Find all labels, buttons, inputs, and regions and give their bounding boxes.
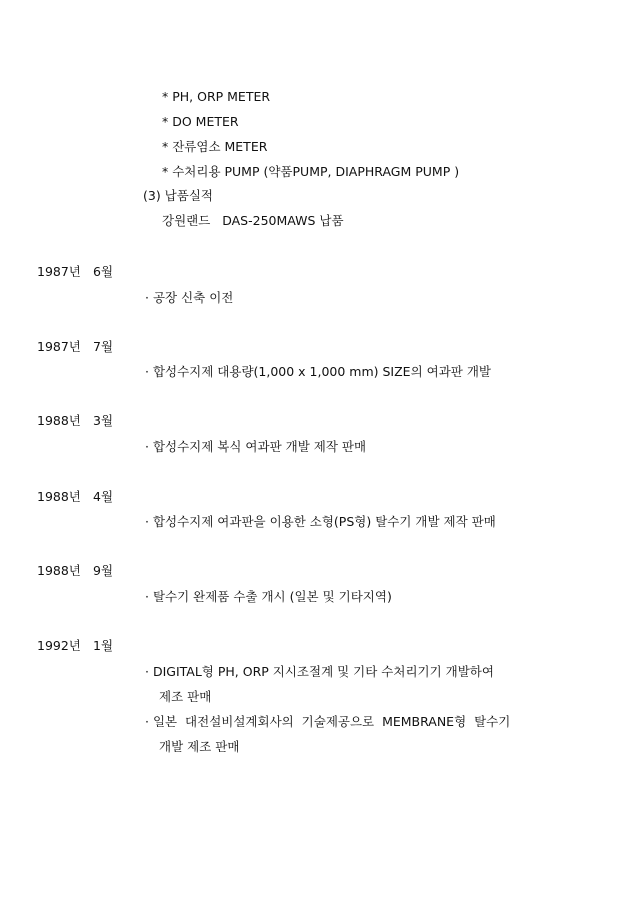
- product-item: * 수처리용 PUMP (약품PUMP, DIAPHRAGM PUMP ): [162, 164, 460, 179]
- history-event: · 일본 대전설비설계회사의 기술제공으로 MEMBRANE형 탈수기: [145, 714, 511, 729]
- history-month: 6월: [93, 264, 114, 279]
- history-year: 1988년: [37, 563, 81, 578]
- history-month: 1월: [93, 638, 114, 653]
- product-item: * PH, ORP METER: [162, 89, 271, 104]
- delivery-record: 강원랜드 DAS-250MAWS 납품: [162, 213, 344, 228]
- history-event-continuation: 개발 제조 판매: [159, 739, 240, 754]
- history-year: 1987년: [37, 339, 81, 354]
- history-month: 4월: [93, 489, 114, 504]
- product-item: * 잔류염소 METER: [162, 139, 268, 154]
- history-event: · 공장 신축 이전: [145, 290, 234, 305]
- history-event: · DIGITAL형 PH, ORP 지시조절계 및 기타 수처리기기 개발하여: [145, 664, 494, 679]
- history-event: · 탈수기 완제품 수출 개시 (일본 및 기타지역): [145, 589, 392, 604]
- product-item: * DO METER: [162, 114, 239, 129]
- history-year: 1987년: [37, 264, 81, 279]
- history-month: 7월: [93, 339, 114, 354]
- history-event: · 합성수지제 여과판을 이용한 소형(PS형) 탈수기 개발 제작 판매: [145, 514, 496, 529]
- history-event: · 합성수지제 복식 여과판 개발 제작 판매: [145, 439, 367, 454]
- delivery-heading: (3) 납품실적: [143, 188, 213, 203]
- history-month: 3월: [93, 413, 114, 428]
- history-year: 1992년: [37, 638, 81, 653]
- history-year: 1988년: [37, 413, 81, 428]
- history-year: 1988년: [37, 489, 81, 504]
- history-event: · 합성수지제 대용량(1,000 x 1,000 mm) SIZE의 여과판 개발: [145, 364, 491, 379]
- history-event-continuation: 제조 판매: [159, 689, 212, 704]
- history-month: 9월: [93, 563, 114, 578]
